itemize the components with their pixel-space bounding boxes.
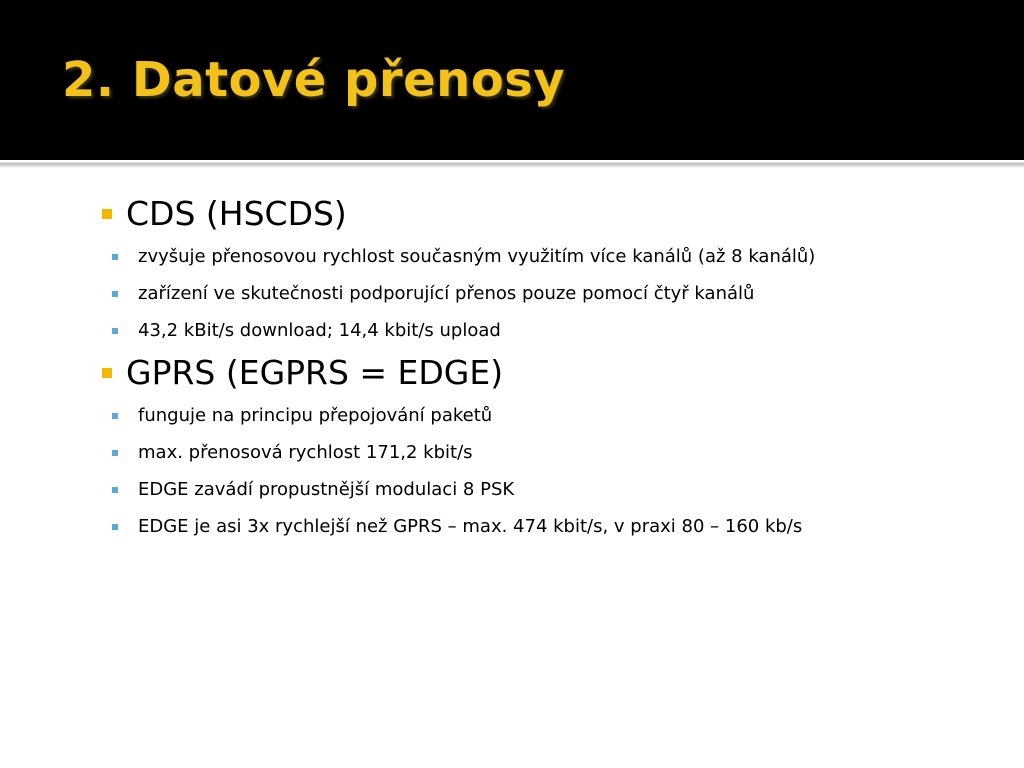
section-gprs: [98, 349, 998, 545]
small-square-bullet-icon: [112, 413, 118, 419]
small-square-bullet-icon: [112, 291, 118, 297]
list-item: [98, 434, 998, 471]
slide-content: [98, 190, 998, 545]
list-item: [98, 238, 998, 275]
slide-title: 2. Datové přenosy: [62, 52, 566, 108]
small-square-bullet-icon: [112, 328, 118, 334]
list-item-text: zvyšuje přenosovou rychlost současným využitím více kanálů (až 8 kanálů): [138, 246, 816, 267]
list-item: [98, 397, 998, 434]
list-item: [98, 275, 998, 312]
list-item-text: EDGE je asi 3x rychlejší než GPRS – max. 474 kbit/s, v praxi 80 – 160 kb/s: [138, 516, 803, 537]
bullet-level1-gprs: [98, 349, 998, 397]
list-item-text: 43,2 kBit/s download; 14,4 kbit/s upload: [138, 320, 501, 341]
title-bar: [0, 0, 1024, 160]
bullet-heading: GPRS (EGPRS = EDGE): [126, 353, 504, 392]
list-item: [98, 471, 998, 508]
title-divider: [0, 160, 1024, 168]
list-item: [98, 508, 998, 545]
square-bullet-icon: [102, 368, 112, 378]
small-square-bullet-icon: [112, 450, 118, 456]
section-cds: [98, 190, 998, 349]
list-item-text: funguje na principu přepojování paketů: [138, 405, 493, 426]
square-bullet-icon: [102, 209, 112, 219]
bullet-level1-cds: [98, 190, 998, 238]
list-item-text: EDGE zavádí propustnější modulaci 8 PSK: [138, 479, 515, 500]
small-square-bullet-icon: [112, 254, 118, 260]
list-item-text: zařízení ve skutečnosti podporující přenos pouze pomocí čtyř kanálů: [138, 283, 755, 304]
bullet-heading: CDS (HSCDS): [126, 194, 347, 233]
small-square-bullet-icon: [112, 487, 118, 493]
list-item-text: max. přenosová rychlost 171,2 kbit/s: [138, 442, 473, 463]
list-item: [98, 312, 998, 349]
small-square-bullet-icon: [112, 524, 118, 530]
